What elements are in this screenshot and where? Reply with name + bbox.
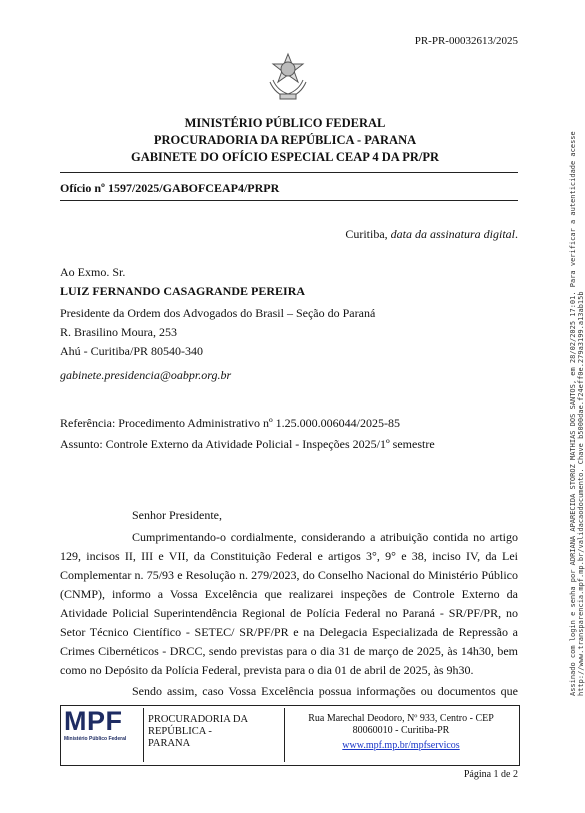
footer-separator-1 <box>143 708 144 762</box>
recipient-city: Ahú - Curitiba/PR 80540-340 <box>60 344 203 358</box>
footer-org: PROCURADORIA DA REPÚBLICA - PARANA <box>148 714 248 749</box>
footer-address-block <box>290 713 512 752</box>
header-ministry: MINISTÉRIO PÚBLICO FEDERAL <box>184 116 386 130</box>
subject-line: Assunto: Controle Externo da Atividade Policial - Inspeções 2025/1º semestre <box>60 437 435 451</box>
mpf-logo-subtitle: Ministério Público Federal <box>64 736 127 742</box>
footer-separator-2 <box>284 708 285 762</box>
body-paragraph-1: Cumprimentando-o cordialmente, considerando a atribuição contida no artigo 129, incisos II, III e VII, da Constituição Federal e artigos 3°, 9° e 38, inciso IV, da Lei Complementar n. 75/93 e Resolução n. 279/2023, do Conselho Nacional do Ministério Público (CNMP), informo a Vossa Excelência que realizarei inspeções de Controle Externo da Atividade Policial Superintendência Regional de Polícia Federal no Paraná - SR/PF/PR, no Setor Técnico Científico - SETEC/ SR/PF/PR e na Delegacia Especializada de Repressão a Crimes Cibernéticos - DRCC, sendo previstas para o dia 31 de março de 2025, às 14h30, bem como no Depósito da Polícia Federal, prevista para o dia 01 de abril de 2025, às 9h30. <box>60 530 518 677</box>
side-note-line-1: Assinado com login e senha por ADRIANA APARECIDA STOROZ MATHIAS DOS SANTOS, em 28/02/2025 17:01. Para verificar a autenticidade acesse <box>569 131 577 696</box>
header-divider-top <box>60 172 518 173</box>
reference-line: Referência: Procedimento Administrativo nº 1.25.000.006044/2025-85 <box>60 416 400 430</box>
recipient-street: R. Brasilino Moura, 253 <box>60 325 177 339</box>
document-number: PR-PR-00032613/2025 <box>414 35 518 47</box>
recipient-name: LUIZ FERNANDO CASAGRANDE PEREIRA <box>60 284 306 298</box>
mpf-logo-text: MPF <box>64 706 123 736</box>
oficio-number: Ofício nº 1597/2025/GABOFCEAP4/PRPR <box>60 181 280 195</box>
header-gabinete: GABINETE DO OFÍCIO ESPECIAL CEAP 4 DA PR/PR <box>130 150 440 164</box>
body-paragraph-2: Sendo assim, caso Vossa Excelência possua informações ou documentos que <box>132 684 518 698</box>
recipient-email: gabinete.presidencia@oabpr.org.br <box>60 368 232 382</box>
recipient-salutation: Ao Exmo. Sr. <box>60 265 126 279</box>
date-line: Curitiba, data da assinatura digital. <box>345 227 518 241</box>
header-procuradoria: PROCURADORIA DA REPÚBLICA - PARANA <box>153 133 417 147</box>
side-note-line-2: http://www.transparencia.mpf.mp.br/validacaodocumento. Chave b5000dae.f24eff0e.279a3199.a13ab15b <box>577 291 585 696</box>
signature-side-note <box>555 96 585 696</box>
header-divider-bottom <box>60 200 518 201</box>
page-number: Página 1 de 2 <box>463 769 518 780</box>
greeting: Senhor Presidente, <box>132 508 222 522</box>
footer-address: Rua Marechal Deodoro, Nº 933, Centro - CEP 80060010 - Curitiba-PR <box>308 713 494 736</box>
recipient-role: Presidente da Ordem dos Advogados do Brasil – Seção do Paraná <box>60 306 376 320</box>
footer-link[interactable]: www.mpf.mp.br/mpfservicos <box>342 740 460 751</box>
coat-of-arms-icon <box>265 52 311 102</box>
